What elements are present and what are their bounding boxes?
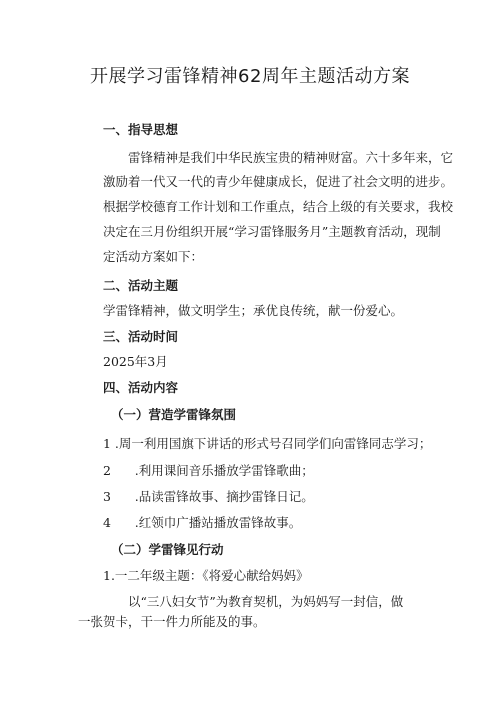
section-heading-guiding-thought: 一、指导思想 [103,122,179,137]
paragraph-line: 激励着一代又一代的青少年健康成长，促进了社会文明的进步。 [103,174,454,189]
section-heading-time: 三、活动时间 [103,329,179,344]
subsection-heading-action: （二）学雷锋见行动 [111,542,224,557]
list-item: 1.一二年级主题：《将爱心献给妈妈》 [103,568,309,583]
list-item: 4 .红领巾广播站播放雷锋故事。 [103,515,302,530]
list-item: 1 .周一利用国旗下讲话的形式号召同学们向雷锋同志学习； [103,436,432,451]
list-item: 2 .利用课间音乐播放学雷锋歌曲； [103,463,314,478]
time-text: 2025年3月 [103,354,168,369]
paragraph-line: 根据学校德育工作计划和工作重点，结合上级的有关要求，我校 [103,199,454,214]
paragraph-line: 决定在三月份组织开展“学习雷锋服务月”主题教育活动，现制 [103,224,441,239]
subsection-heading-atmosphere: （一）营造学雷锋氛围 [111,407,237,422]
document-title: 开展学习雷锋精神62周年主题活动方案 [90,66,410,87]
list-item: 3 .品读雷锋故事、摘抄雷锋日记。 [103,489,314,504]
paragraph-line: 一张贺卡，干一件力所能及的事。 [78,614,266,629]
theme-text: 学雷锋精神，做文明学生；承优良传统，献一份爱心。 [103,303,404,318]
paragraph-line: 雷锋精神是我们中华民族宝贵的精神财富。六十多年来，它 [128,150,454,165]
paragraph-line: 定活动方案如下： [103,249,204,264]
section-heading-theme: 二、活动主题 [103,278,179,293]
paragraph-line: 以“三八妇女节”为教育契机，为妈妈写一封信，做 [128,594,404,609]
section-heading-content: 四、活动内容 [103,380,179,395]
